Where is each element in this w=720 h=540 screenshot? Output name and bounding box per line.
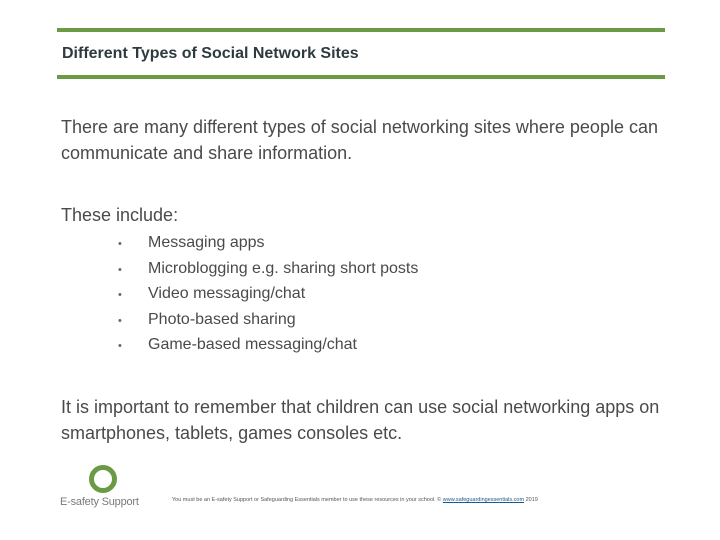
list-item-label: Microblogging e.g. sharing short posts: [148, 259, 419, 277]
closing-paragraph: It is important to remember that children can use social networking apps on smartphones, tablets, games consoles etc.: [61, 397, 660, 443]
includes-heading: These include:: [61, 205, 179, 225]
bullet-icon: •: [118, 238, 122, 250]
list-item: [118, 281, 418, 307]
footer-notice: [172, 497, 538, 503]
social-network-types-list: [118, 230, 418, 358]
list-item-label: Video messaging/chat: [148, 285, 306, 302]
bullet-icon: •: [118, 289, 122, 301]
header-bottom-rule: [57, 75, 665, 79]
page-title: Different Types of Social Network Sites: [62, 45, 359, 62]
list-item-label: Photo-based sharing: [148, 310, 296, 328]
footer-notice-text: You must be an E-safety Support or Safeguarding Essentials member to use these resources in your school. ©: [172, 497, 442, 503]
list-item: [118, 230, 418, 256]
intro-paragraph: There are many different types of social networking sites where people can communicate and share information.: [61, 117, 658, 163]
bullet-icon: •: [118, 263, 122, 276]
list-item-label: Game-based messaging/chat: [148, 336, 357, 353]
logo-text: E-safety Support: [60, 496, 139, 508]
list-item: [118, 256, 418, 282]
footer-year: 2019: [525, 497, 538, 503]
list-item: [118, 307, 418, 333]
list-item: [118, 332, 418, 358]
header-top-rule: [57, 28, 665, 32]
esafety-support-logo: [58, 460, 150, 518]
footer-website-link[interactable]: www.safeguardingessentials.com: [442, 497, 525, 503]
logo-ring-icon: [89, 465, 117, 493]
list-item-label: Messaging apps: [148, 234, 265, 251]
bullet-icon: •: [118, 340, 122, 352]
bullet-icon: •: [118, 314, 122, 327]
